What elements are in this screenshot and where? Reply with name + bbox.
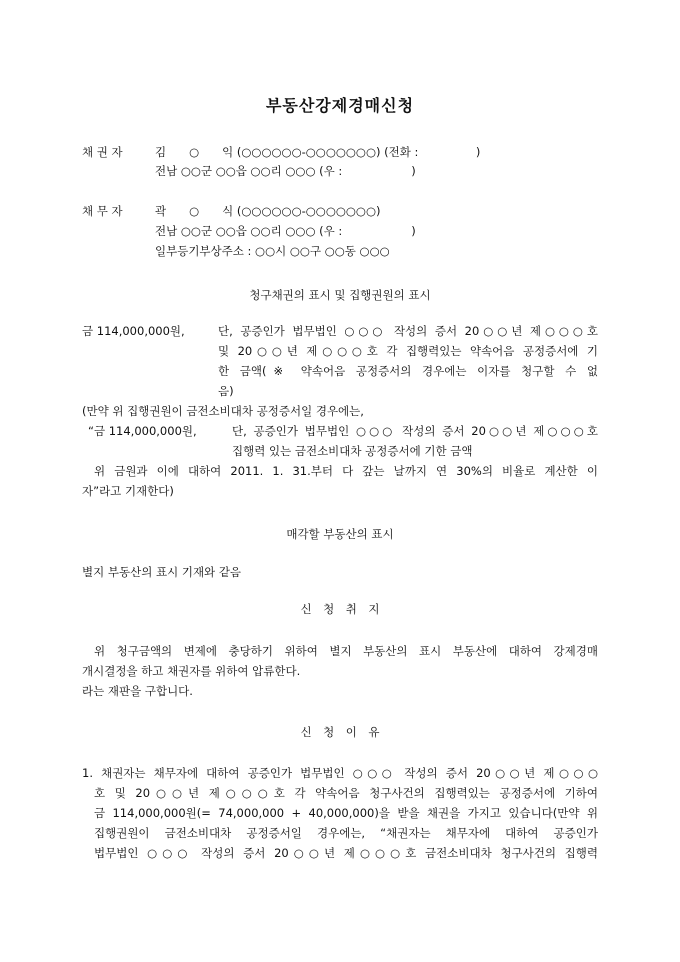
reason-item-line: 집행권원이 금전소비대차 공정증서일 경우에는, “채권자는 채무자에 대하여 공증인가: [94, 826, 598, 840]
claim-desc-line: 및 20○○년 제○○○호 각 집행력있는 약속어음 공정증서에 기: [218, 344, 598, 358]
purpose-text-line: 위 청구금액의 변제에 충당하기 위하여 별지 부동산의 표시 부동산에 대하여 강제경매: [94, 644, 598, 658]
creditor-address: 전남 ○○군 ○○읍 ○○리 ○○○ (우 : ): [155, 164, 416, 178]
claim-note-desc: 집행력 있는 금전소비대차 공정증서에 기한 금액: [232, 444, 473, 458]
debtor-address: 전남 ○○군 ○○읍 ○○리 ○○○ (우 : ): [155, 224, 416, 238]
reason-section-heading: 신 청 이 유: [300, 725, 380, 739]
claim-note-line: (만약 위 집행권원이 금전소비대차 공정증서일 경우에는,: [82, 404, 364, 418]
debtor-registry-address: 일부등기부상주소 : ○○시 ○○구 ○○동 ○○○: [155, 244, 390, 258]
debtor-name-line: 곽 ○ 식 (○○○○○○-○○○○○○○): [155, 204, 381, 218]
claim-note-line: 위 금원과 이에 대하여 2011. 1. 31.부터 다 갚는 날까지 연 30%의 비율로 계산한 이: [94, 464, 598, 478]
claim-note-amount: “금 114,000,000원,: [88, 424, 197, 438]
page-title: 부동산강제경매신청: [265, 96, 415, 115]
reason-item-line: 호 및 20○○년 제○○○호 각 약속어음 청구사건의 집행력있는 공정증서에 기하여: [94, 786, 598, 800]
creditor-label: 채 권 자: [82, 145, 123, 159]
claim-desc-line: 단, 공증인가 법무법인 ○○○ 작성의 증서 20○○년 제○○○호: [218, 324, 598, 338]
claim-note-desc: 단, 공증인가 법무법인 ○○○ 작성의 증서 20○○년 제○○○호: [232, 424, 598, 438]
claim-desc-line: 음): [218, 384, 234, 398]
creditor-name-line: 김 ○ 익 (○○○○○○-○○○○○○○) (전화 : ): [155, 145, 481, 159]
claim-amount: 금 114,000,000원,: [82, 324, 185, 338]
debtor-label: 채 무 자: [82, 204, 123, 218]
claim-section-heading: 청구채권의 표시 및 집행권원의 표시: [249, 288, 431, 302]
claim-desc-line: 한 금액(※ 약속어음 공정증서의 경우에는 이자를 청구할 수 없: [218, 364, 598, 378]
purpose-section-heading: 신 청 취 지: [300, 602, 380, 616]
claim-note-line: 자”라고 기재한다): [82, 484, 174, 498]
purpose-text-line: 개시결정을 하고 채권자를 위하여 압류한다.: [82, 664, 301, 678]
reason-item-line: 1. 채권자는 채무자에 대하여 공증인가 법무법인 ○○○ 작성의 증서 20○○년 제○○○: [82, 766, 598, 780]
property-text: 별지 부동산의 표시 기재와 같음: [82, 565, 242, 579]
property-section-heading: 매각할 부동산의 표시: [286, 527, 394, 541]
purpose-text-line: 라는 재판을 구합니다.: [82, 684, 193, 698]
reason-item-line: 법무법인 ○○○ 작성의 증서 20○○년 제○○○호 금전소비대차 청구사건의 집행력: [94, 846, 598, 860]
reason-item-line: 금 114,000,000원(= 74,000,000 + 40,000,000)을 받을 채권을 가지고 있습니다(만약 위: [94, 806, 598, 820]
